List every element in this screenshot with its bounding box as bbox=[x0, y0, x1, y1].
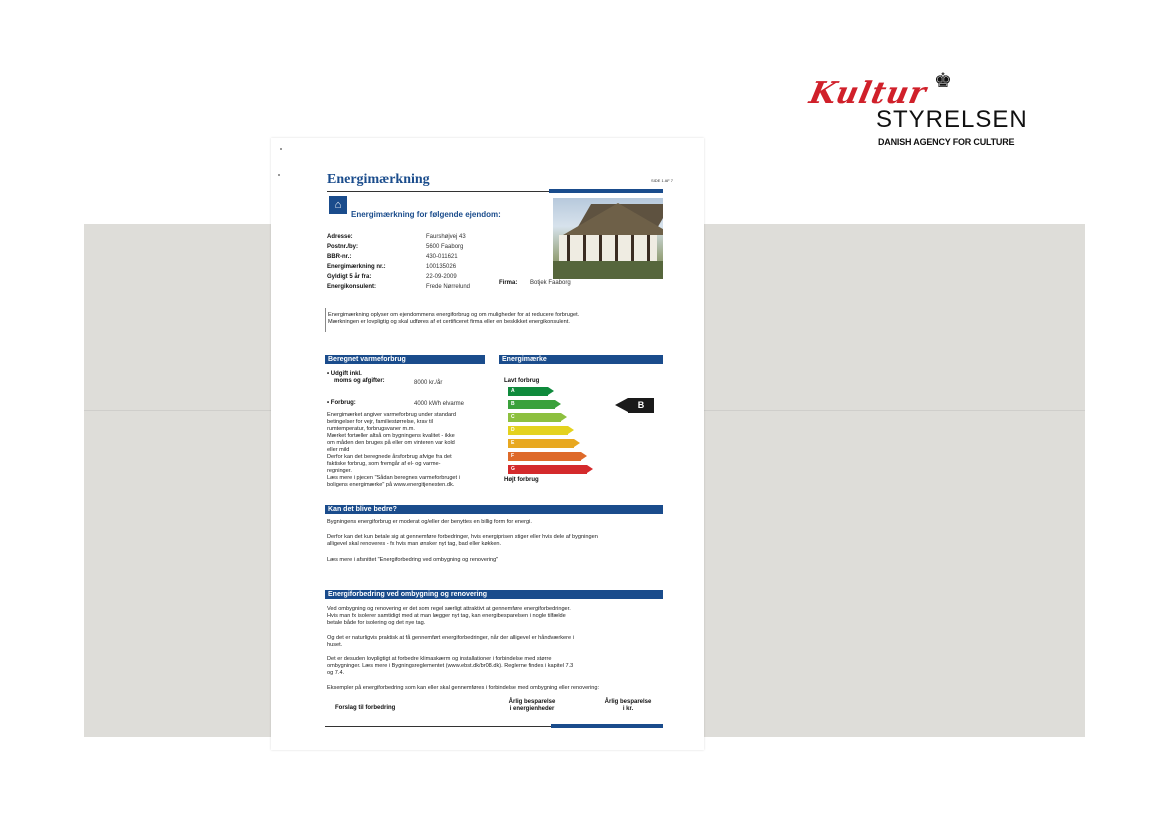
info-label: Adresse: bbox=[327, 234, 353, 240]
th-kr-line: Årlig besparelse bbox=[604, 699, 652, 705]
energy-class-bar bbox=[508, 465, 587, 474]
section-better-header: Kan det blive bedre? bbox=[325, 505, 663, 514]
renov-text-3a: Det er desuden lovpligtigt at forbedre klimaskærm og installationer i forbindelse med større bbox=[327, 656, 552, 662]
info-value: 22-09-2009 bbox=[426, 274, 457, 280]
info-label: Energimærkning nr.: bbox=[327, 264, 386, 270]
energy-class-bar bbox=[508, 439, 574, 448]
crown-icon: ♚ bbox=[934, 70, 952, 92]
property-heading: Energimærkning for følgende ejendom: bbox=[351, 210, 501, 219]
calc-line: betingelser for vejr, familiestørrelse, krav til bbox=[327, 419, 434, 425]
energy-class-letter: C bbox=[511, 414, 515, 420]
better-text-3: Læs mere i afsnittet "Energiforbedring ved ombygning og renovering" bbox=[327, 557, 499, 563]
page-number: SIDE 1 AF 7 bbox=[651, 178, 674, 183]
bullet-dot: • bbox=[327, 400, 330, 406]
bullet-udgift bbox=[327, 371, 362, 378]
house-icon: ⌂ bbox=[329, 196, 347, 214]
info-value: 100135026 bbox=[426, 264, 457, 270]
photo-beam bbox=[615, 235, 618, 261]
calc-line: Læs mere i pjecen "Sådan beregnes varmeforbruget i bbox=[327, 475, 460, 481]
calc-line: Energimærket angiver varmeforbrug under standard bbox=[327, 412, 457, 418]
photo-beam bbox=[567, 235, 570, 261]
photo-ground bbox=[553, 261, 663, 279]
better-text-2a: Derfor kan det kun betale sig at gennemføre forbedringer, hvis energiprisen stiger eller hvis dele af bygningen bbox=[327, 534, 598, 540]
energy-class-arrow bbox=[548, 387, 554, 395]
better-text-1: Bygningens energiforbrug er moderat og/eller der benyttes en billig form for energi. bbox=[327, 519, 532, 525]
renov-text-1c: betale både for isolering og det nye tag. bbox=[327, 620, 426, 626]
calc-line: eller mild bbox=[327, 447, 350, 453]
photo-beam bbox=[583, 235, 586, 261]
energy-class-letter: B bbox=[511, 401, 515, 407]
info-label: Gyldigt 5 år fra: bbox=[327, 274, 372, 280]
th-energy-savings bbox=[497, 699, 567, 713]
energy-class-arrow bbox=[568, 426, 574, 434]
calc-line: boligens energimærke" på www.energitjenesten.dk. bbox=[327, 482, 455, 488]
energy-class-arrow bbox=[587, 465, 593, 473]
high-consumption-label: Højt forbrug bbox=[504, 477, 539, 483]
low-consumption-label: Lavt forbrug bbox=[504, 378, 540, 384]
title-rule bbox=[327, 191, 549, 192]
energy-class-bar bbox=[508, 413, 561, 422]
renov-text-4: Eksempler på energiforbedring som kan eller skal gennemføres i forbindelse med ombygning eller renovering: bbox=[327, 685, 600, 691]
info-value: Faurshøjvej 43 bbox=[426, 234, 466, 240]
photo-roof-gable bbox=[563, 203, 663, 235]
logo-subtitle: DANISH AGENCY FOR CULTURE bbox=[878, 137, 1015, 147]
firma-label: Firma: bbox=[499, 280, 518, 286]
udgift-label-1: Udgift inkl. bbox=[330, 371, 362, 377]
bullet-dot: • bbox=[327, 371, 330, 377]
th-kr-savings bbox=[593, 699, 663, 713]
scan-dot bbox=[278, 174, 280, 176]
calc-line: regninger. bbox=[327, 468, 352, 474]
calc-line: om måden den bruges på eller om vinteren var kold bbox=[327, 440, 455, 446]
better-text-2b: alligevel skal renoveres - fx hvis man ønsker nyt tag, bad eller køkken. bbox=[327, 541, 502, 547]
calc-line: Derfor kan det beregnede årsforbrug afvige fra det bbox=[327, 454, 452, 460]
footer-rule-accent bbox=[551, 724, 663, 728]
th-energy-line: i energienheder bbox=[509, 706, 555, 712]
bullet-forbrug bbox=[327, 400, 356, 407]
photo-beam bbox=[599, 235, 602, 261]
section-renovation-header: Energiforbedring ved ombygning og renovering bbox=[325, 590, 663, 599]
section-calc-header: Beregnet varmeforbrug bbox=[325, 355, 485, 364]
forbrug-value: 4000 kWh elvarme bbox=[414, 401, 465, 407]
energy-class-arrow bbox=[574, 439, 580, 447]
rating-arrow-tip bbox=[615, 398, 628, 412]
kulturstyrelsen-logo bbox=[808, 68, 1038, 158]
th-kr-line: i kr. bbox=[622, 706, 634, 712]
section-label-header: Energimærke bbox=[499, 355, 663, 364]
footer-rule bbox=[325, 726, 551, 727]
renov-text-3b: ombygninger. Læs mere i Bygningsreglementet (www.ebst.dk/br08.dk). Reglerne findes i kapitel 7.3 bbox=[327, 663, 574, 669]
energy-class-bar bbox=[508, 426, 568, 435]
renov-text-1a: Ved ombygning og renovering er det som regel særligt attraktivt at gennemføre energiforbedringer. bbox=[327, 606, 571, 612]
info-value: 430-011621 bbox=[426, 254, 458, 260]
energy-class-letter: A bbox=[511, 388, 515, 394]
title-rule-accent bbox=[549, 189, 663, 193]
intro-text bbox=[325, 308, 664, 332]
energy-class-arrow bbox=[581, 452, 587, 460]
energy-class-letter: E bbox=[511, 440, 515, 446]
info-value: 5600 Faaborg bbox=[426, 244, 464, 250]
logo-main-text: STYRELSEN bbox=[876, 106, 1028, 133]
firma-value: Botjek Faaborg bbox=[530, 280, 571, 286]
th-forslag: Forslag til forbedring bbox=[335, 705, 396, 711]
scan-dot bbox=[280, 148, 282, 150]
energy-class-bar bbox=[508, 452, 581, 461]
info-label: Postnr./by: bbox=[327, 244, 359, 250]
forbrug-label: Forbrug: bbox=[330, 400, 356, 406]
energy-class-letter: F bbox=[511, 453, 515, 459]
info-value: Frede Nørrelund bbox=[426, 284, 471, 290]
udgift-value: 8000 kr./år bbox=[414, 380, 443, 386]
renov-text-3c: og 7.4. bbox=[327, 670, 345, 676]
renov-text-2a: Og det er naturligvis praktisk at få gennemført energiforbedringer, når der alligevel er håndværkere i bbox=[327, 635, 574, 641]
intro-line: Mærkningen er lovpligtig og skal udføres af et certificeret firma eller en beskikket energikonsulent. bbox=[328, 319, 570, 325]
house-photo bbox=[553, 198, 663, 279]
renov-text-1b: Hvis man fx isolerer samtidigt med at man lægger nyt tag, kan energibesparelsen i nogle tilfælde bbox=[327, 613, 566, 619]
intro-line: Energimærkning oplyser om ejendommens energiforbrug og om muligheder for at reducere forbruget. bbox=[328, 312, 580, 318]
energy-class-arrow bbox=[555, 400, 561, 408]
calc-line: rumtemperatur, forbrugsvaner m.m. bbox=[327, 426, 415, 432]
calc-line: Mærket fortæller altså om bygningens kvalitet - ikke bbox=[327, 433, 455, 439]
energy-class-arrow bbox=[561, 413, 567, 421]
document-title: Energimærkning bbox=[327, 172, 430, 187]
info-label: Energikonsulent: bbox=[327, 284, 377, 290]
energy-rating-badge: B bbox=[628, 398, 654, 413]
th-energy-line: Årlig besparelse bbox=[508, 699, 556, 705]
udgift-label-2: moms og afgifter: bbox=[334, 378, 385, 384]
photo-wall bbox=[559, 235, 657, 261]
energy-label-document bbox=[271, 138, 704, 750]
energy-class-letter: D bbox=[511, 427, 515, 433]
energy-class-letter: G bbox=[511, 466, 515, 472]
photo-beam bbox=[631, 235, 634, 261]
calc-line: faktiske forbrug, som fremgår af el- og varme- bbox=[327, 461, 441, 467]
info-label: BBR-nr.: bbox=[327, 254, 352, 260]
logo-script-text: Kultur bbox=[806, 76, 930, 111]
photo-beam bbox=[647, 235, 650, 261]
calc-explanation bbox=[327, 412, 487, 489]
renov-text-2b: huset. bbox=[327, 642, 343, 648]
